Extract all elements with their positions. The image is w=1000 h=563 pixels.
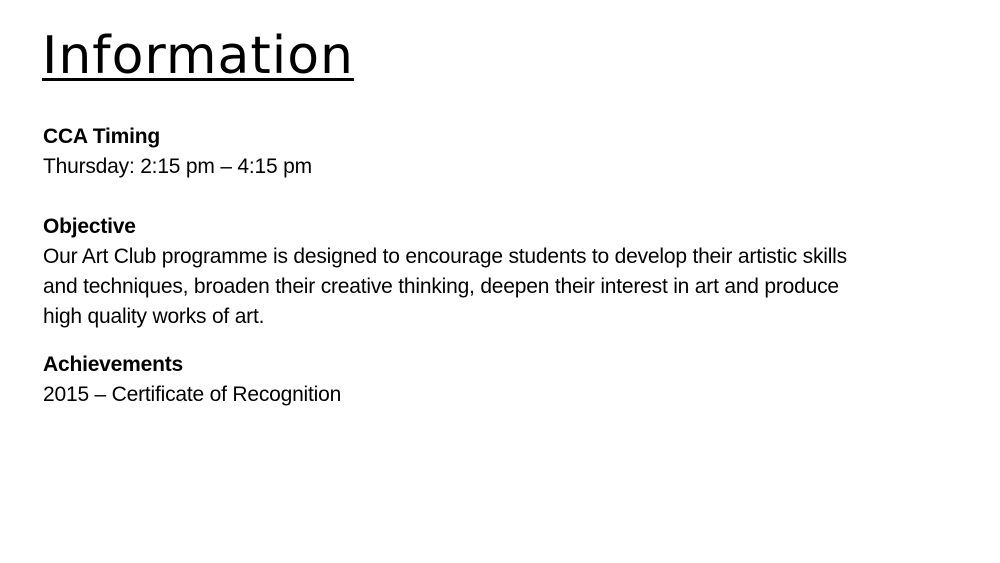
slide-content [43,122,963,410]
section-cca-timing [43,122,963,182]
section-achievements [43,350,963,410]
section-objective [43,212,963,332]
section-heading: CCA Timing [43,125,160,148]
timing-text: Thursday: 2:15 pm – 4:15 pm [43,155,312,178]
objective-text-line: Our Art Club programme is designed to encourage students to develop their artistic skills [43,245,847,268]
section-heading: Achievements [43,353,183,376]
objective-text-line: and techniques, broaden their creative thinking, deepen their interest in art and produce [43,275,839,298]
section-heading: Objective [43,215,136,238]
objective-text-line: high quality works of art. [43,305,265,328]
achievement-text: 2015 – Certificate of Recognition [43,383,342,406]
slide-title: Information [42,26,355,86]
